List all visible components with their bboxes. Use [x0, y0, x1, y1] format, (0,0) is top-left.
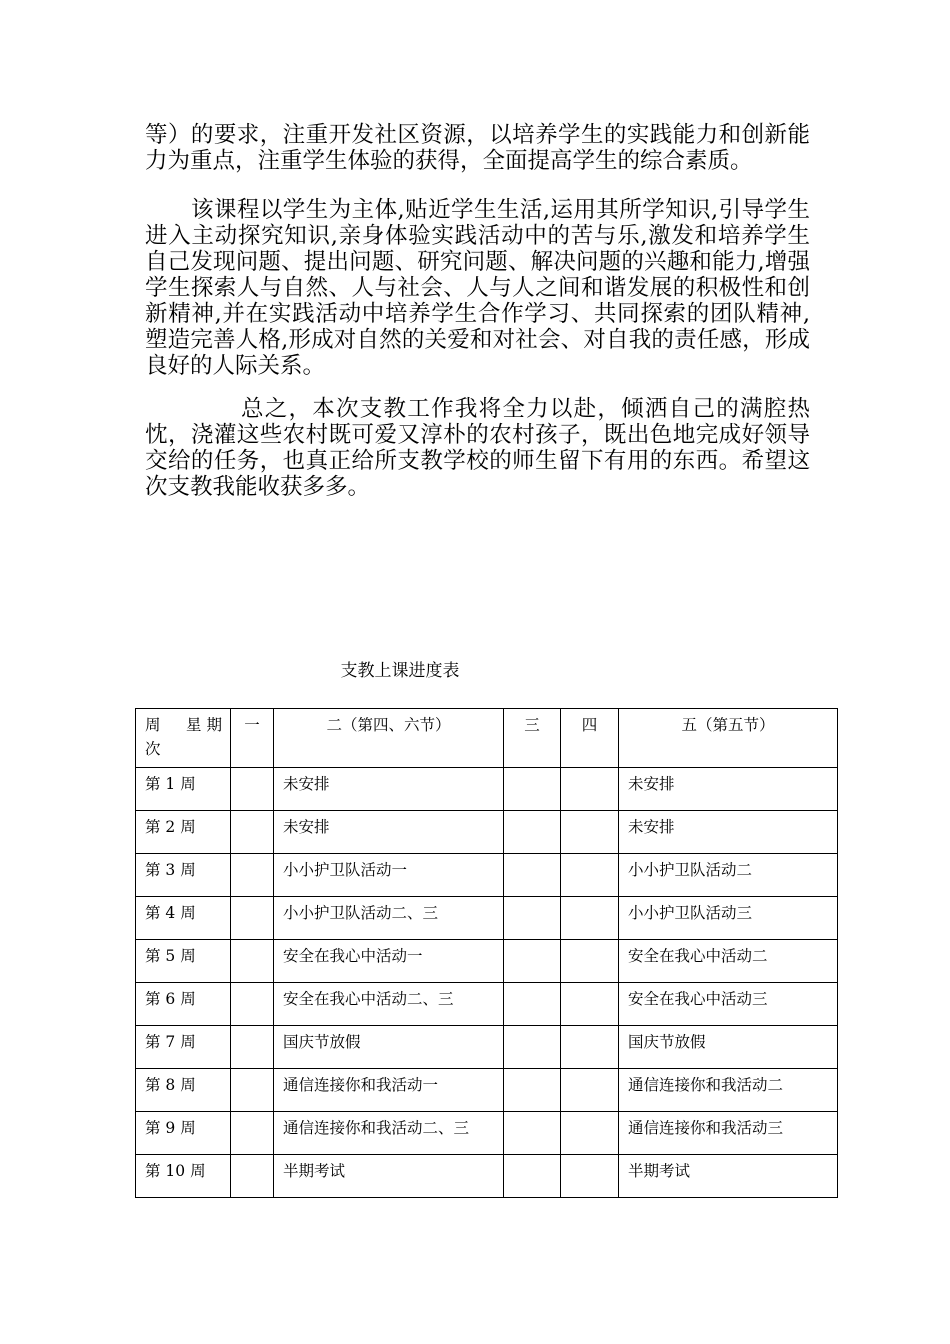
header-week-weekday-line2: 次 [145, 740, 161, 758]
cell-friday: 安全在我心中活动二 [619, 940, 838, 983]
header-friday: 五（第五节） [619, 709, 838, 768]
table-row [136, 1026, 838, 1069]
header-wednesday: 三 [504, 709, 561, 768]
cell-wednesday [504, 768, 561, 811]
cell-thursday [561, 854, 619, 897]
cell-monday [231, 854, 274, 897]
cell-thursday [561, 811, 619, 854]
cell-wednesday [504, 811, 561, 854]
header-week-weekday-line1: 周 星期 [145, 716, 222, 734]
cell-monday [231, 1026, 274, 1069]
table-caption: 支教上课进度表 [340, 661, 460, 681]
cell-week: 第 8 周 [136, 1069, 231, 1112]
cell-week: 第 7 周 [136, 1026, 231, 1069]
cell-week: 第 10 周 [136, 1155, 231, 1198]
table-row [136, 983, 838, 1026]
cell-monday [231, 897, 274, 940]
cell-friday: 未安排 [619, 768, 838, 811]
header-thursday: 四 [561, 709, 619, 768]
table-row [136, 1069, 838, 1112]
cell-monday [231, 768, 274, 811]
cell-tuesday: 通信连接你和我活动一 [274, 1069, 504, 1112]
cell-week: 第 2 周 [136, 811, 231, 854]
cell-thursday [561, 983, 619, 1026]
cell-tuesday: 安全在我心中活动二、三 [274, 983, 504, 1026]
cell-week: 第 5 周 [136, 940, 231, 983]
cell-thursday [561, 940, 619, 983]
header-monday: 一 [231, 709, 274, 768]
cell-monday [231, 1155, 274, 1198]
cell-monday [231, 940, 274, 983]
cell-thursday [561, 1155, 619, 1198]
cell-wednesday [504, 1112, 561, 1155]
cell-tuesday: 小小护卫队活动二、三 [274, 897, 504, 940]
paragraph-1: 等）的要求，注重开发社区资源，以培养学生的实践能力和创新能力为重点，注重学生体验的获得，全面提高学生的综合素质。 [145, 122, 810, 174]
cell-friday: 小小护卫队活动二 [619, 854, 838, 897]
cell-friday: 安全在我心中活动三 [619, 983, 838, 1026]
paragraph-2: 该课程以学生为主体,贴近学生生活,运用其所学知识,引导学生进入主动探究知识,亲身体验实践活动中的苦与乐,激发和培养学生自己发现问题、提出问题、研究问题、解决问题的兴趣和能力,增强学生探索人与自然、人与社会、人与人之间和谐发展的积极性和创新精神,并在实践活动中培养学生合作学习、共同探索的团队精神,塑造完善人格,形成对自然的关爱和对社会、对自我的责任感，形成良好的人际关系。 [145, 197, 810, 379]
cell-friday: 未安排 [619, 811, 838, 854]
cell-wednesday [504, 1026, 561, 1069]
cell-friday: 国庆节放假 [619, 1026, 838, 1069]
table-row [136, 940, 838, 983]
cell-week: 第 1 周 [136, 768, 231, 811]
header-tuesday: 二（第四、六节） [274, 709, 504, 768]
cell-friday: 小小护卫队活动三 [619, 897, 838, 940]
paragraph-3: 总之，本次支教工作我将全力以赴，倾洒自己的满腔热忱，浇灌这些农村既可爱又淳朴的农村孩子，既出色地完成好领导交给的任务，也真正给所支教学校的师生留下有用的东西。希望这次支教我能收获多多。 [145, 396, 810, 500]
header-week-weekday [136, 709, 231, 768]
cell-thursday [561, 897, 619, 940]
cell-wednesday [504, 1155, 561, 1198]
cell-week: 第 6 周 [136, 983, 231, 1026]
cell-thursday [561, 768, 619, 811]
cell-friday: 通信连接你和我活动二 [619, 1069, 838, 1112]
cell-wednesday [504, 897, 561, 940]
cell-tuesday: 小小护卫队活动一 [274, 854, 504, 897]
cell-monday [231, 1069, 274, 1112]
cell-thursday [561, 1112, 619, 1155]
cell-tuesday: 通信连接你和我活动二、三 [274, 1112, 504, 1155]
cell-tuesday: 未安排 [274, 768, 504, 811]
cell-tuesday: 安全在我心中活动一 [274, 940, 504, 983]
cell-wednesday [504, 940, 561, 983]
cell-thursday [561, 1026, 619, 1069]
cell-week: 第 9 周 [136, 1112, 231, 1155]
table-row [136, 768, 838, 811]
table-row [136, 854, 838, 897]
cell-friday: 通信连接你和我活动三 [619, 1112, 838, 1155]
cell-monday [231, 1112, 274, 1155]
table-row [136, 1155, 838, 1198]
table-row [136, 1112, 838, 1155]
cell-wednesday [504, 854, 561, 897]
table-row [136, 897, 838, 940]
cell-week: 第 3 周 [136, 854, 231, 897]
cell-wednesday [504, 983, 561, 1026]
cell-tuesday: 未安排 [274, 811, 504, 854]
cell-friday: 半期考试 [619, 1155, 838, 1198]
schedule-table [135, 708, 838, 1198]
cell-thursday [561, 1069, 619, 1112]
cell-monday [231, 983, 274, 1026]
cell-monday [231, 811, 274, 854]
table-header-row [136, 709, 838, 768]
table-row [136, 811, 838, 854]
cell-tuesday: 半期考试 [274, 1155, 504, 1198]
cell-week: 第 4 周 [136, 897, 231, 940]
cell-wednesday [504, 1069, 561, 1112]
cell-tuesday: 国庆节放假 [274, 1026, 504, 1069]
